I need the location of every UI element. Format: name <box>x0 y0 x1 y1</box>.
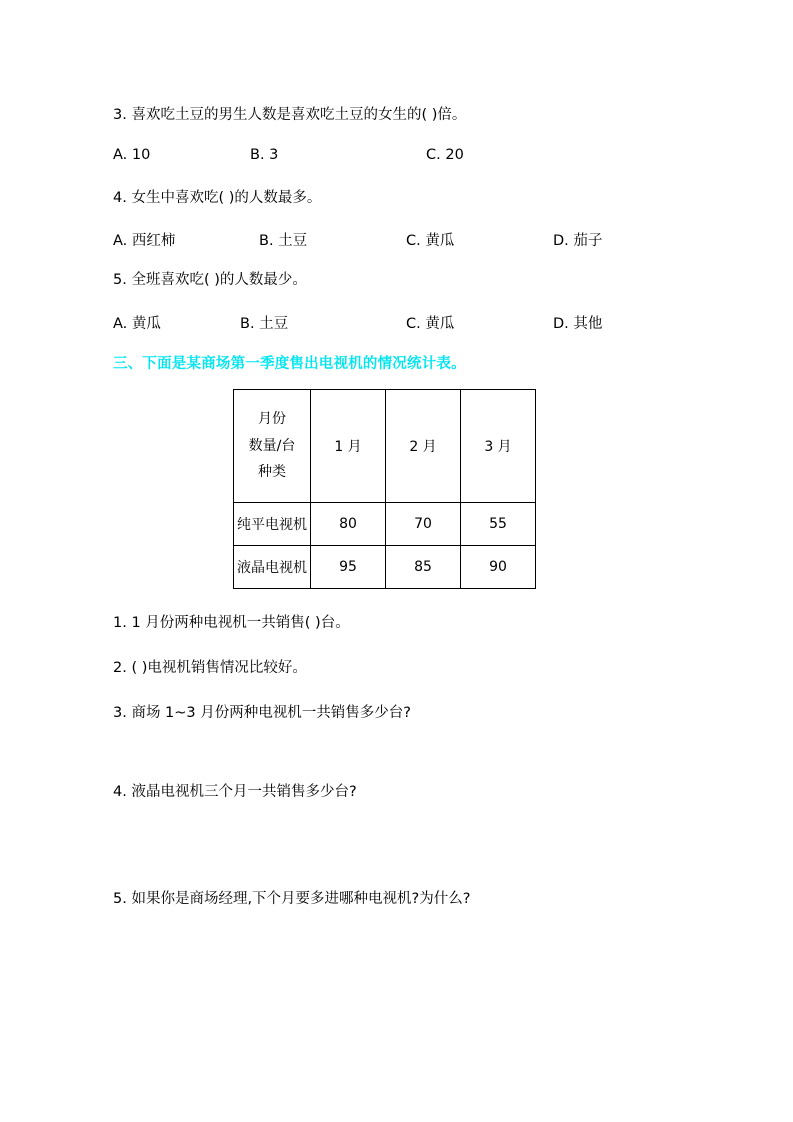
question-4-label: 4. 女生中喜欢吃( )的人数最多。 <box>113 189 322 206</box>
option-5-b[interactable]: B. 土豆 <box>240 316 289 333</box>
cell-lcd-tv-month-1: 95 <box>311 546 386 589</box>
cell-lcd-tv-month-3: 90 <box>461 546 536 589</box>
sub-question-1: 1. 1 月份两种电视机一共销售( )台。 <box>113 615 350 632</box>
row-label-lcd-tv: 液晶电视机 <box>234 546 311 589</box>
option-3-c[interactable]: C. 20 <box>426 146 464 163</box>
table-header-row <box>234 390 536 503</box>
table-row <box>234 503 536 546</box>
option-3-a[interactable]: A. 10 <box>113 146 151 163</box>
sub-question-3: 3. 商场 1~3 月份两种电视机一共销售多少台? <box>113 705 411 722</box>
corner-line-quantity: 数量∕台 <box>248 437 296 454</box>
question-4-text <box>113 187 673 209</box>
table-col-month-3: 3 月 <box>461 390 536 503</box>
corner-line-month: 月份 <box>258 411 286 428</box>
question-5-options <box>113 312 673 331</box>
row-label-flat-tv: 纯平电视机 <box>234 503 311 546</box>
option-5-d[interactable]: D. 其他 <box>553 316 603 333</box>
question-4-options <box>113 229 673 248</box>
cell-flat-tv-month-3: 55 <box>461 503 536 546</box>
question-3-label: 3. 喜欢吃土豆的男生人数是喜欢吃土豆的女生的( )倍。 <box>113 107 467 123</box>
option-4-c[interactable]: C. 黄瓜 <box>406 233 455 250</box>
question-5-text <box>113 269 673 291</box>
sub-question-2: 2. ( )电视机销售情况比较好。 <box>113 660 307 677</box>
cell-flat-tv-month-1: 80 <box>311 503 386 546</box>
sub-question-4: 4. 液晶电视机三个月一共销售多少台? <box>113 784 357 801</box>
section-3-heading: 三、下面是某商场第一季度售出电视机的情况统计表。 <box>113 356 466 373</box>
table-corner-cell <box>234 390 311 503</box>
cell-lcd-tv-month-2: 85 <box>386 546 461 589</box>
question-3-text <box>113 104 673 126</box>
question-5-label: 5. 全班喜欢吃( )的人数最少。 <box>113 272 307 289</box>
cell-flat-tv-month-2: 70 <box>386 503 461 546</box>
worksheet-content <box>113 104 673 932</box>
tv-sales-table <box>233 389 536 589</box>
table-row <box>234 546 536 589</box>
option-4-b[interactable]: B. 土豆 <box>259 233 308 250</box>
table-col-month-2: 2 月 <box>386 390 461 503</box>
option-5-a[interactable]: A. 黄瓜 <box>113 316 161 333</box>
corner-line-category: 种类 <box>258 464 286 481</box>
question-3-options <box>113 147 673 166</box>
option-4-d[interactable]: D. 茄子 <box>553 233 603 250</box>
table-col-month-1: 1 月 <box>311 390 386 503</box>
option-4-a[interactable]: A. 西红柿 <box>113 233 176 250</box>
sub-question-5: 5. 如果你是商场经理,下个月要多进哪种电视机?为什么? <box>113 891 471 908</box>
option-3-b[interactable]: B. 3 <box>250 146 279 163</box>
option-5-c[interactable]: C. 黄瓜 <box>406 316 455 333</box>
